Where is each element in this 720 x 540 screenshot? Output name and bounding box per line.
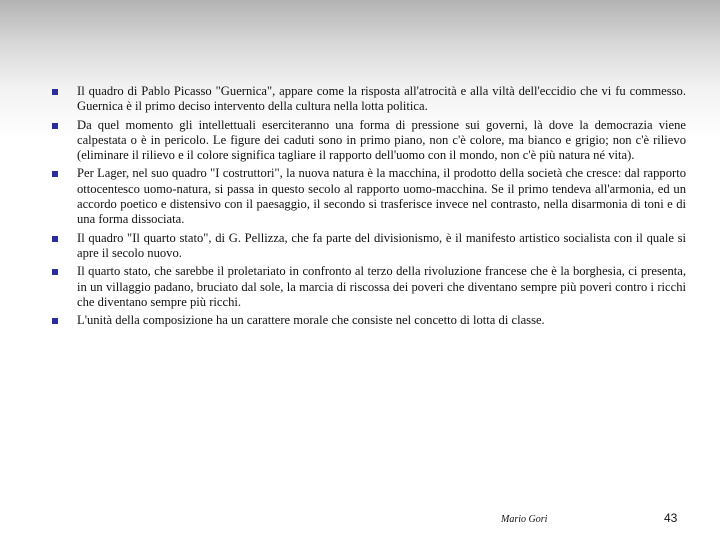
bullet-text: Il quarto stato, che sarebbe il proletariato in confronto al terzo della rivoluzione francese che è la borghesia, ci presenta, in un villaggio padano, bruciato dal sole, la marcia di riscossa dei poveri che diventano sempre più poveri contro i ricchi che diventano sempre più ricchi. (77, 264, 686, 309)
bullet-text: Il quadro "Il quarto stato", di G. Pellizza, che fa parte del divisionismo, è il manifesto artistico socialista con il quale si apre il secolo nuovo. (77, 230, 686, 260)
square-bullet-icon (52, 89, 58, 95)
bullet-item (50, 84, 686, 115)
footer-author: Mario Gori (501, 514, 548, 525)
bullet-item (50, 231, 686, 262)
bullet-item (50, 118, 686, 164)
bullet-item (50, 264, 686, 310)
bullet-text: Da quel momento gli intellettuali eserciteranno una forma di pressione sui governi, là dove la democrazia viene calpestata o è in pericolo. Le figure dei caduti sono in primo piano, non c'è colore, ma bianco e grigio; non c'è rilievo (eliminare il rilievo e il colore significa tagliare il rapporto dell'uomo con il mondo, non c'è più natura né vita). (77, 117, 686, 163)
square-bullet-icon (52, 269, 58, 275)
page-number: 43 (664, 511, 678, 525)
bullet-item (50, 166, 686, 227)
square-bullet-icon (52, 236, 58, 242)
bullet-item (50, 313, 686, 328)
square-bullet-icon (52, 123, 58, 129)
square-bullet-icon (52, 171, 58, 177)
bullet-text: Per Lager, nel suo quadro "I costruttori", la nuova natura è la macchina, il prodotto della società che cresce: dal rapporto ottocentesco uomo-natura, si passa in questo secolo al rapporto uomo-macchina. Se il primo tendeva all'armonia, ed un accordo poetico e distensivo con il paesaggio, il secondo si trasferisce invece nel contrasto, nella disarmonia di toni e di una forma dissociata. (77, 166, 686, 227)
bullet-text: L'unità della composizione ha un carattere morale che consiste nel concetto di lotta di classe. (77, 313, 545, 328)
square-bullet-icon (52, 318, 58, 324)
bullet-list (50, 84, 686, 331)
bullet-text: Il quadro di Pablo Picasso "Guernica", appare come la risposta all'atrocità e alla viltà dell'eccidio che vi fu commesso. Guernica è il primo deciso intervento della cultura nella lotta politica. (77, 84, 686, 114)
